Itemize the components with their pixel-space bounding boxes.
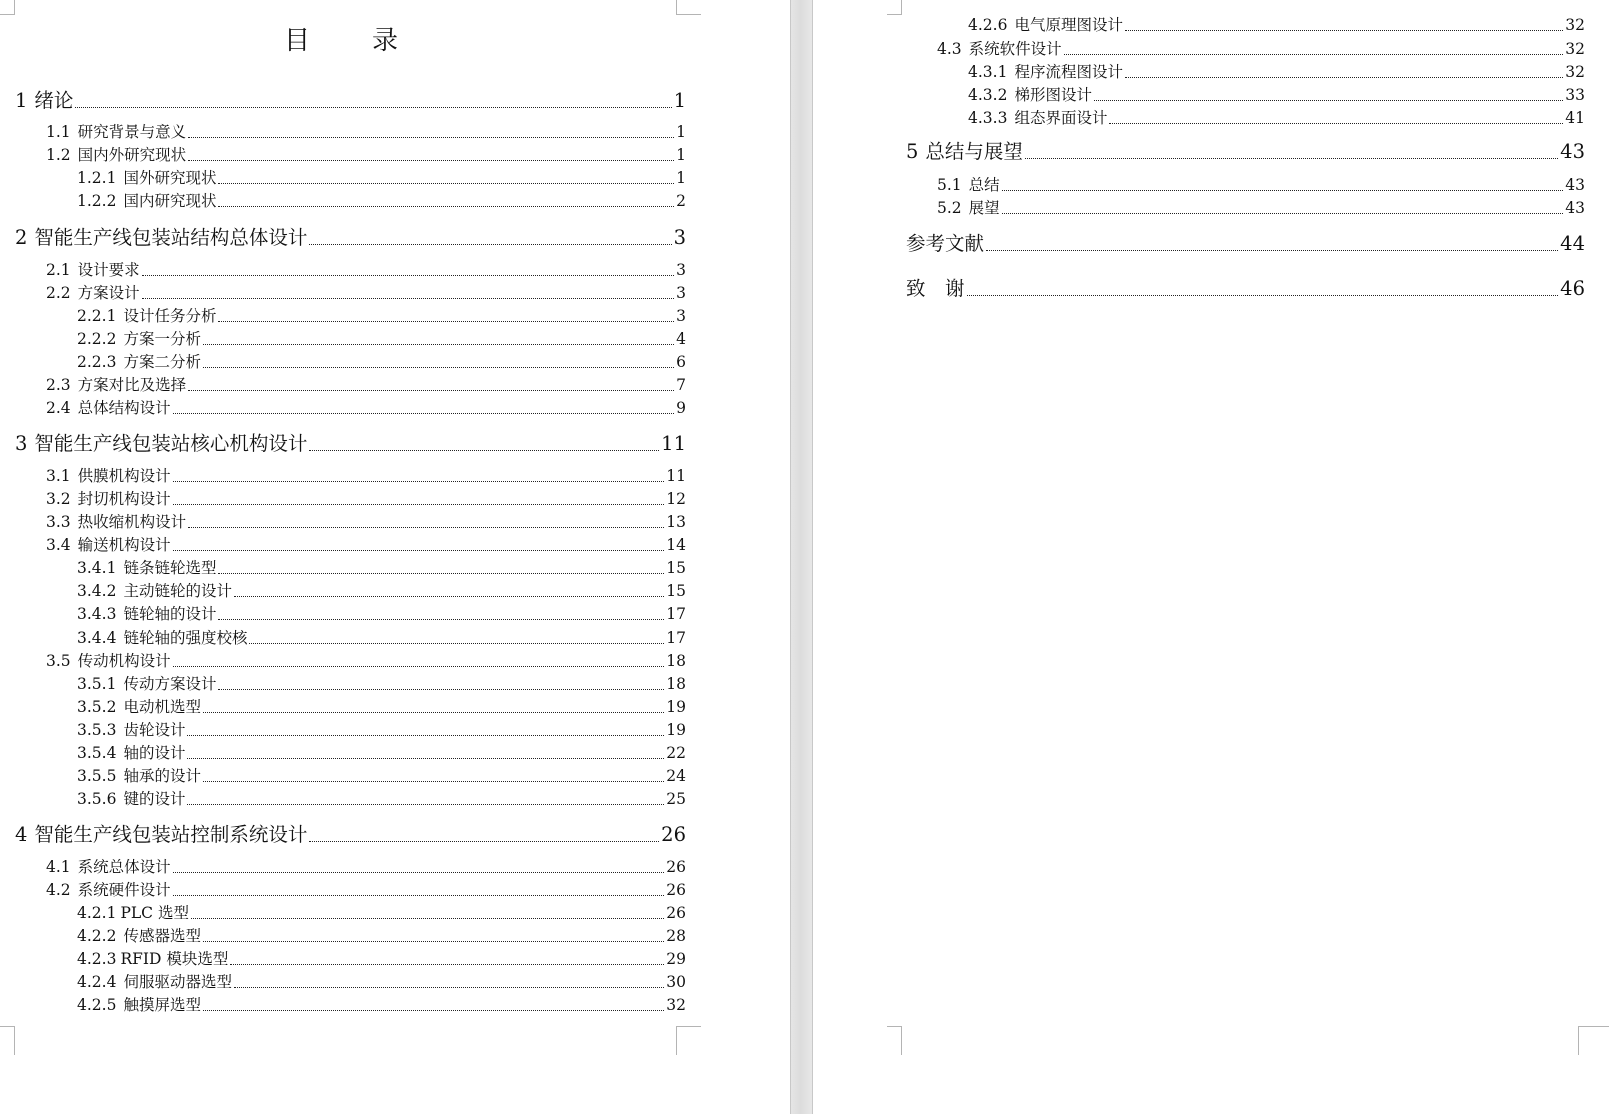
toc-leader-dots xyxy=(173,666,665,667)
toc-entry-label xyxy=(906,231,984,257)
toc-entry-page: 4 xyxy=(676,330,686,348)
toc-entry-label xyxy=(906,139,1023,165)
toc-entry-page: 26 xyxy=(661,823,686,846)
toc-entry[interactable] xyxy=(46,488,686,510)
toc-entry-page: 19 xyxy=(666,721,686,739)
toc-entry-text: 总结 xyxy=(968,176,1000,194)
toc-entry-page: 26 xyxy=(666,881,686,899)
toc-leader-dots xyxy=(218,321,674,322)
toc-leader-dots xyxy=(218,619,664,620)
toc-entry-text: 设计任务分析 xyxy=(123,307,217,325)
toc-entry-page: 17 xyxy=(666,629,686,647)
toc-entry-label xyxy=(968,84,1092,106)
toc-entry-text: RFID 模块选型 xyxy=(120,950,229,968)
toc-leader-dots xyxy=(218,689,664,690)
toc-entry[interactable] xyxy=(77,742,686,764)
toc-leader-dots xyxy=(142,298,674,299)
toc-leader-dots xyxy=(1002,190,1564,191)
toc-entry-text: 齿轮设计 xyxy=(123,721,186,739)
toc-entry-text: 方案一分析 xyxy=(123,330,201,348)
toc-leader-dots xyxy=(218,183,674,184)
toc-entry-label xyxy=(77,580,232,602)
toc-leader-dots xyxy=(173,504,665,505)
crop-mark-bottom-left xyxy=(887,1026,902,1055)
toc-entry-page: 25 xyxy=(666,790,686,808)
toc-leader-dots xyxy=(1125,30,1563,31)
page-gutter xyxy=(790,0,813,1114)
toc-entry-label xyxy=(77,788,185,810)
toc-entry-page: 28 xyxy=(666,927,686,945)
toc-leader-dots xyxy=(1002,213,1564,214)
toc-entry[interactable] xyxy=(46,374,686,396)
toc-leader-dots xyxy=(173,413,674,414)
crop-mark-bottom-left xyxy=(0,1026,15,1055)
toc-entry-label xyxy=(77,305,216,327)
toc-entry-number: 2.2.3 xyxy=(77,353,117,371)
toc-entry-number: 3.5 xyxy=(46,652,71,670)
toc-entry-page: 22 xyxy=(666,744,686,762)
toc-entry-page: 3 xyxy=(676,261,686,279)
toc-entry-page: 7 xyxy=(676,376,686,394)
toc-entry-page: 43 xyxy=(1565,199,1585,217)
toc-leader-dots xyxy=(188,527,664,528)
toc-entry-label xyxy=(937,174,1000,196)
toc-entry-number: 4.3.3 xyxy=(968,109,1008,127)
toc-entry-number: 2.3 xyxy=(46,376,71,394)
crop-mark-bottom-right xyxy=(1578,1026,1609,1055)
toc-entry-text: 传感器选型 xyxy=(123,927,201,945)
toc-entry-label xyxy=(46,121,186,143)
toc-entry-page: 32 xyxy=(666,996,686,1014)
toc-entry-label xyxy=(46,374,186,396)
toc-leader-dots xyxy=(230,964,664,965)
toc-entry-text: 传动方案设计 xyxy=(123,675,217,693)
toc-entry-number: 3.5.4 xyxy=(77,744,117,762)
toc-entry-text: 热收缩机构设计 xyxy=(77,513,187,531)
toc-entry[interactable] xyxy=(15,88,686,114)
toc-entry-text: 方案对比及选择 xyxy=(77,376,187,394)
toc-entry[interactable] xyxy=(968,14,1585,36)
toc-entry[interactable] xyxy=(937,38,1585,60)
toc-entry-number: 3.4 xyxy=(46,536,71,554)
toc-entry-number: 5.2 xyxy=(937,199,962,217)
toc-leader-dots xyxy=(218,206,674,207)
toc-entry-label xyxy=(968,14,1123,36)
toc-entry-text: 轴的设计 xyxy=(123,744,186,762)
toc-entry-number: 3.4.3 xyxy=(77,605,117,623)
toc-entry-label xyxy=(46,856,171,878)
toc-entry-number: 2.2 xyxy=(46,284,71,302)
toc-entry-number: 1.2 xyxy=(46,146,71,164)
toc-entry-page: 3 xyxy=(676,284,686,302)
toc-entry-number: 4.2.1 xyxy=(77,904,117,922)
toc-leader-dots xyxy=(188,160,674,161)
toc-entry-label xyxy=(46,511,186,533)
toc-entry-page: 14 xyxy=(666,536,686,554)
toc-entry[interactable] xyxy=(77,167,686,189)
toc-entry[interactable] xyxy=(77,902,686,924)
toc-entry-text: 智能生产线包装站结构总体设计 xyxy=(34,226,308,249)
toc-entry[interactable] xyxy=(77,328,686,350)
toc-entry-label xyxy=(46,282,140,304)
toc-leader-dots xyxy=(203,1010,664,1011)
toc-entry-label xyxy=(77,167,216,189)
toc-entry-number: 5.1 xyxy=(937,176,962,194)
toc-leader-dots xyxy=(234,596,664,597)
toc-entry-number: 1 xyxy=(15,89,28,112)
toc-entry[interactable] xyxy=(15,225,686,251)
toc-entry-page: 17 xyxy=(666,605,686,623)
toc-entry-page: 13 xyxy=(666,513,686,531)
toc-entry-text: 链轮轴的强度校核 xyxy=(123,629,248,647)
crop-mark-top-left xyxy=(887,0,902,15)
toc-entry-number: 4.3 xyxy=(937,40,962,58)
toc-entry-page: 33 xyxy=(1565,86,1585,104)
toc-leader-dots xyxy=(309,244,671,245)
toc-entry-label xyxy=(46,879,171,901)
toc-entry-text: 供膜机构设计 xyxy=(77,467,171,485)
toc-entry-number: 3.4.4 xyxy=(77,629,117,647)
toc-entry-label xyxy=(77,673,216,695)
toc-entry-page: 32 xyxy=(1565,63,1585,81)
toc-entry-page: 32 xyxy=(1565,40,1585,58)
toc-entry-number: 3.4.1 xyxy=(77,559,117,577)
toc-entry-page: 9 xyxy=(676,399,686,417)
toc-entry-label xyxy=(77,351,201,373)
toc-entry-page: 3 xyxy=(676,307,686,325)
toc-entry-page: 12 xyxy=(666,490,686,508)
toc-entry-number: 3.5.1 xyxy=(77,675,117,693)
toc-entry-label xyxy=(77,902,189,924)
page-left xyxy=(0,0,790,1114)
toc-entry-text: 研究背景与意义 xyxy=(77,123,187,141)
toc-leader-dots xyxy=(1025,158,1558,159)
toc-entry[interactable] xyxy=(46,511,686,533)
toc-leader-dots xyxy=(234,987,664,988)
toc-entry-text: 方案设计 xyxy=(77,284,140,302)
toc-entry-page: 15 xyxy=(666,582,686,600)
toc-entry-label xyxy=(77,742,185,764)
toc-leader-dots xyxy=(218,573,664,574)
toc-leader-dots xyxy=(187,804,664,805)
toc-entry-page: 43 xyxy=(1565,176,1585,194)
toc-entry-number: 3.2 xyxy=(46,490,71,508)
toc-entry-number: 2 xyxy=(15,226,28,249)
toc-entry-page: 2 xyxy=(676,192,686,210)
toc-entry[interactable] xyxy=(46,397,686,419)
toc-entry-label xyxy=(77,557,216,579)
toc-leader-dots xyxy=(173,895,665,896)
toc-leader-dots xyxy=(203,712,664,713)
toc-entry-number: 1.2.2 xyxy=(77,192,117,210)
toc-entry-number: 3.5.2 xyxy=(77,698,117,716)
toc-entry-text: 智能生产线包装站控制系统设计 xyxy=(34,823,308,846)
toc-leader-dots xyxy=(187,735,664,736)
toc-entry-page: 11 xyxy=(661,432,686,455)
toc-entry[interactable] xyxy=(906,231,1585,257)
toc-entry-number: 4 xyxy=(15,823,28,846)
toc-leader-dots xyxy=(187,758,664,759)
toc-entry-text: 电动机选型 xyxy=(123,698,201,716)
toc-entry-label xyxy=(46,650,171,672)
toc-entry[interactable] xyxy=(968,107,1585,129)
toc-entry-text: 系统硬件设计 xyxy=(77,881,171,899)
toc-entry[interactable] xyxy=(46,282,686,304)
toc-entry-page: 26 xyxy=(666,904,686,922)
toc-entry-number: 3.5.3 xyxy=(77,721,117,739)
toc-entry-text: 输送机构设计 xyxy=(77,536,171,554)
toc-entry-text: 轴承的设计 xyxy=(123,767,201,785)
toc-entry[interactable] xyxy=(77,719,686,741)
toc-entry-page: 6 xyxy=(676,353,686,371)
toc-entry-page: 46 xyxy=(1560,277,1585,300)
toc-entry-label xyxy=(77,627,247,649)
toc-entry[interactable] xyxy=(15,431,686,457)
toc-entry[interactable] xyxy=(46,856,686,878)
toc-entry-label xyxy=(77,190,216,212)
toc-entry-text: 智能生产线包装站核心机构设计 xyxy=(34,432,308,455)
toc-entry-page: 32 xyxy=(1565,16,1585,34)
toc-entry-text: 程序流程图设计 xyxy=(1014,63,1123,81)
toc-entry[interactable] xyxy=(77,305,686,327)
toc-entry[interactable] xyxy=(46,144,686,166)
toc-entry-text: 梯形图设计 xyxy=(1014,86,1092,104)
toc-entry[interactable] xyxy=(15,822,686,848)
toc-entry-text: 国内研究现状 xyxy=(123,192,217,210)
toc-entry-number: 4.1 xyxy=(46,858,71,876)
toc-leader-dots xyxy=(1094,100,1563,101)
toc-entry-text: 国外研究现状 xyxy=(123,169,217,187)
toc-entry[interactable] xyxy=(77,557,686,579)
toc-entry-label xyxy=(77,948,228,970)
toc-entry-text: 伺服驱动器选型 xyxy=(123,973,232,991)
toc-entry-page: 29 xyxy=(666,950,686,968)
toc-entry-number: 5 xyxy=(906,140,919,163)
toc-entry-text: 总结与展望 xyxy=(925,140,1023,163)
toc-leader-dots xyxy=(191,918,664,919)
toc-entry-label xyxy=(77,765,201,787)
toc-leader-dots xyxy=(142,275,674,276)
toc-entry-page: 1 xyxy=(676,123,686,141)
toc-entry-number: 4.2.4 xyxy=(77,973,117,991)
page-right xyxy=(813,0,1622,1114)
toc-entry[interactable] xyxy=(77,580,686,602)
toc-entry[interactable] xyxy=(77,351,686,373)
toc-entry[interactable] xyxy=(937,197,1585,219)
toc-entry-page: 1 xyxy=(676,146,686,164)
toc-entry[interactable] xyxy=(77,603,686,625)
toc-entry-label xyxy=(15,822,307,848)
toc-entry-label xyxy=(77,719,185,741)
toc-entry-label xyxy=(77,971,232,993)
toc-entry-number: 2.1 xyxy=(46,261,71,279)
toc-leader-dots xyxy=(249,643,664,644)
toc-entry-number: 3.1 xyxy=(46,467,71,485)
toc-entry-number: 3 xyxy=(15,432,28,455)
toc-entry-number: 3.3 xyxy=(46,513,71,531)
toc-entry-label xyxy=(46,534,171,556)
toc-entry-text: 绪论 xyxy=(34,89,74,112)
toc-entry-text: 主动链轮的设计 xyxy=(123,582,232,600)
toc-leader-dots xyxy=(203,344,674,345)
toc-entry-label xyxy=(937,38,1062,60)
toc-entry-text: 致 谢 xyxy=(906,277,965,300)
toc-entry[interactable] xyxy=(77,788,686,810)
toc-entry-page: 26 xyxy=(666,858,686,876)
toc-entry[interactable] xyxy=(77,190,686,212)
toc-leader-dots xyxy=(203,367,674,368)
toc-leader-dots xyxy=(173,872,665,873)
toc-entry[interactable] xyxy=(46,650,686,672)
toc-entry-text: 封切机构设计 xyxy=(77,490,171,508)
toc-leader-dots xyxy=(188,390,674,391)
toc-entry[interactable] xyxy=(937,174,1585,196)
toc-entry-number: 3.4.2 xyxy=(77,582,117,600)
toc-entry-page: 18 xyxy=(666,675,686,693)
toc-entry-number: 4.3.1 xyxy=(968,63,1008,81)
toc-leader-dots xyxy=(173,550,665,551)
toc-leader-dots xyxy=(309,450,659,451)
toc-entry[interactable] xyxy=(46,121,686,143)
toc-entry[interactable] xyxy=(77,925,686,947)
toc-entry-page: 44 xyxy=(1560,232,1585,255)
toc-entry-label xyxy=(77,328,201,350)
toc-entry-page: 18 xyxy=(666,652,686,670)
toc-leader-dots xyxy=(203,941,664,942)
toc-leader-dots xyxy=(309,841,659,842)
toc-entry-text: 电气原理图设计 xyxy=(1014,16,1123,34)
toc-entry-number: 4.2.6 xyxy=(968,16,1008,34)
toc-entry[interactable] xyxy=(46,534,686,556)
toc-entry-page: 3 xyxy=(673,226,686,249)
toc-entry-number: 3.5.5 xyxy=(77,767,117,785)
crop-mark-top-right xyxy=(676,0,701,15)
toc-entry-page: 19 xyxy=(666,698,686,716)
toc-leader-dots xyxy=(967,295,1559,296)
toc-entry-number: 4.2.3 xyxy=(77,950,117,968)
toc-leader-dots xyxy=(1109,123,1563,124)
toc-entry-page: 24 xyxy=(666,767,686,785)
toc-entry-text: 系统总体设计 xyxy=(77,858,171,876)
toc-entry[interactable] xyxy=(77,696,686,718)
toc-entry-text: 参考文献 xyxy=(906,232,985,255)
toc-leader-dots xyxy=(188,137,674,138)
toc-entry[interactable] xyxy=(906,139,1585,165)
toc-entry-page: 30 xyxy=(666,973,686,991)
toc-entry-number: 4.2 xyxy=(46,881,71,899)
toc-entry-number: 1.1 xyxy=(46,123,71,141)
toc-entry-label xyxy=(77,925,201,947)
toc-entry[interactable] xyxy=(46,465,686,487)
toc-entry[interactable] xyxy=(906,276,1585,302)
toc-entry-text: 国内外研究现状 xyxy=(77,146,187,164)
toc-entry-label xyxy=(968,61,1123,83)
toc-entry-number: 2.2.2 xyxy=(77,330,117,348)
toc-leader-dots xyxy=(75,107,671,108)
toc-entry[interactable] xyxy=(968,61,1585,83)
toc-entry-label xyxy=(46,488,171,510)
toc-entry-number: 4.2.5 xyxy=(77,996,117,1014)
toc-entry-number: 2.4 xyxy=(46,399,71,417)
toc-entry-number: 3.5.6 xyxy=(77,790,117,808)
toc-entry[interactable] xyxy=(968,84,1585,106)
toc-entry-text: 键的设计 xyxy=(123,790,186,808)
toc-entry-number: 4.3.2 xyxy=(968,86,1008,104)
toc-entry-text: PLC 选型 xyxy=(120,904,189,922)
toc-leader-dots xyxy=(986,250,1558,251)
crop-mark-bottom-right xyxy=(676,1026,701,1055)
toc-entry-text: 总体结构设计 xyxy=(77,399,171,417)
crop-mark-top-left xyxy=(0,0,15,15)
toc-entry-page: 1 xyxy=(676,169,686,187)
toc-entry-text: 链轮轴的设计 xyxy=(123,605,217,623)
toc-entry[interactable] xyxy=(46,259,686,281)
toc-entry[interactable] xyxy=(77,673,686,695)
toc-entry[interactable] xyxy=(77,765,686,787)
toc-entry-page: 1 xyxy=(673,89,686,112)
toc-entry[interactable] xyxy=(77,948,686,970)
toc-entry-label xyxy=(77,994,201,1016)
toc-entry-text: 方案二分析 xyxy=(123,353,201,371)
toc-entry-page: 15 xyxy=(666,559,686,577)
toc-entry-label xyxy=(15,225,307,251)
toc-entry-text: 组态界面设计 xyxy=(1014,109,1108,127)
toc-entry-label xyxy=(937,197,1000,219)
toc-title: 目 录 xyxy=(283,26,416,56)
toc-entry-label xyxy=(968,107,1107,129)
toc-entry-number: 2.2.1 xyxy=(77,307,117,325)
toc-entry-label xyxy=(46,259,140,281)
toc-leader-dots xyxy=(173,481,665,482)
toc-entry-label xyxy=(15,88,73,114)
toc-entry-label xyxy=(77,603,216,625)
toc-leader-dots xyxy=(203,781,664,782)
toc-entry-page: 43 xyxy=(1560,140,1585,163)
toc-leader-dots xyxy=(1125,77,1563,78)
toc-entry-number: 1.2.1 xyxy=(77,169,117,187)
toc-entry-text: 展望 xyxy=(968,199,1000,217)
toc-entry[interactable] xyxy=(46,879,686,901)
gutter-edge-left xyxy=(790,0,791,1114)
toc-entry-text: 链条链轮选型 xyxy=(123,559,217,577)
toc-entry-label xyxy=(46,465,171,487)
toc-entry-text: 传动机构设计 xyxy=(77,652,171,670)
toc-entry[interactable] xyxy=(77,627,686,649)
toc-entry-text: 设计要求 xyxy=(77,261,140,279)
toc-entry[interactable] xyxy=(77,971,686,993)
toc-entry-number: 4.2.2 xyxy=(77,927,117,945)
toc-entry-label xyxy=(46,144,186,166)
toc-entry-page: 11 xyxy=(666,467,686,485)
toc-entry[interactable] xyxy=(77,994,686,1016)
toc-leader-dots xyxy=(1064,54,1564,55)
toc-entry-label xyxy=(15,431,307,457)
toc-entry-text: 系统软件设计 xyxy=(968,40,1062,58)
toc-entry-label xyxy=(77,696,201,718)
toc-entry-label xyxy=(46,397,171,419)
toc-entry-page: 41 xyxy=(1565,109,1585,127)
toc-entry-label xyxy=(906,276,965,302)
toc-entry-text: 触摸屏选型 xyxy=(123,996,201,1014)
